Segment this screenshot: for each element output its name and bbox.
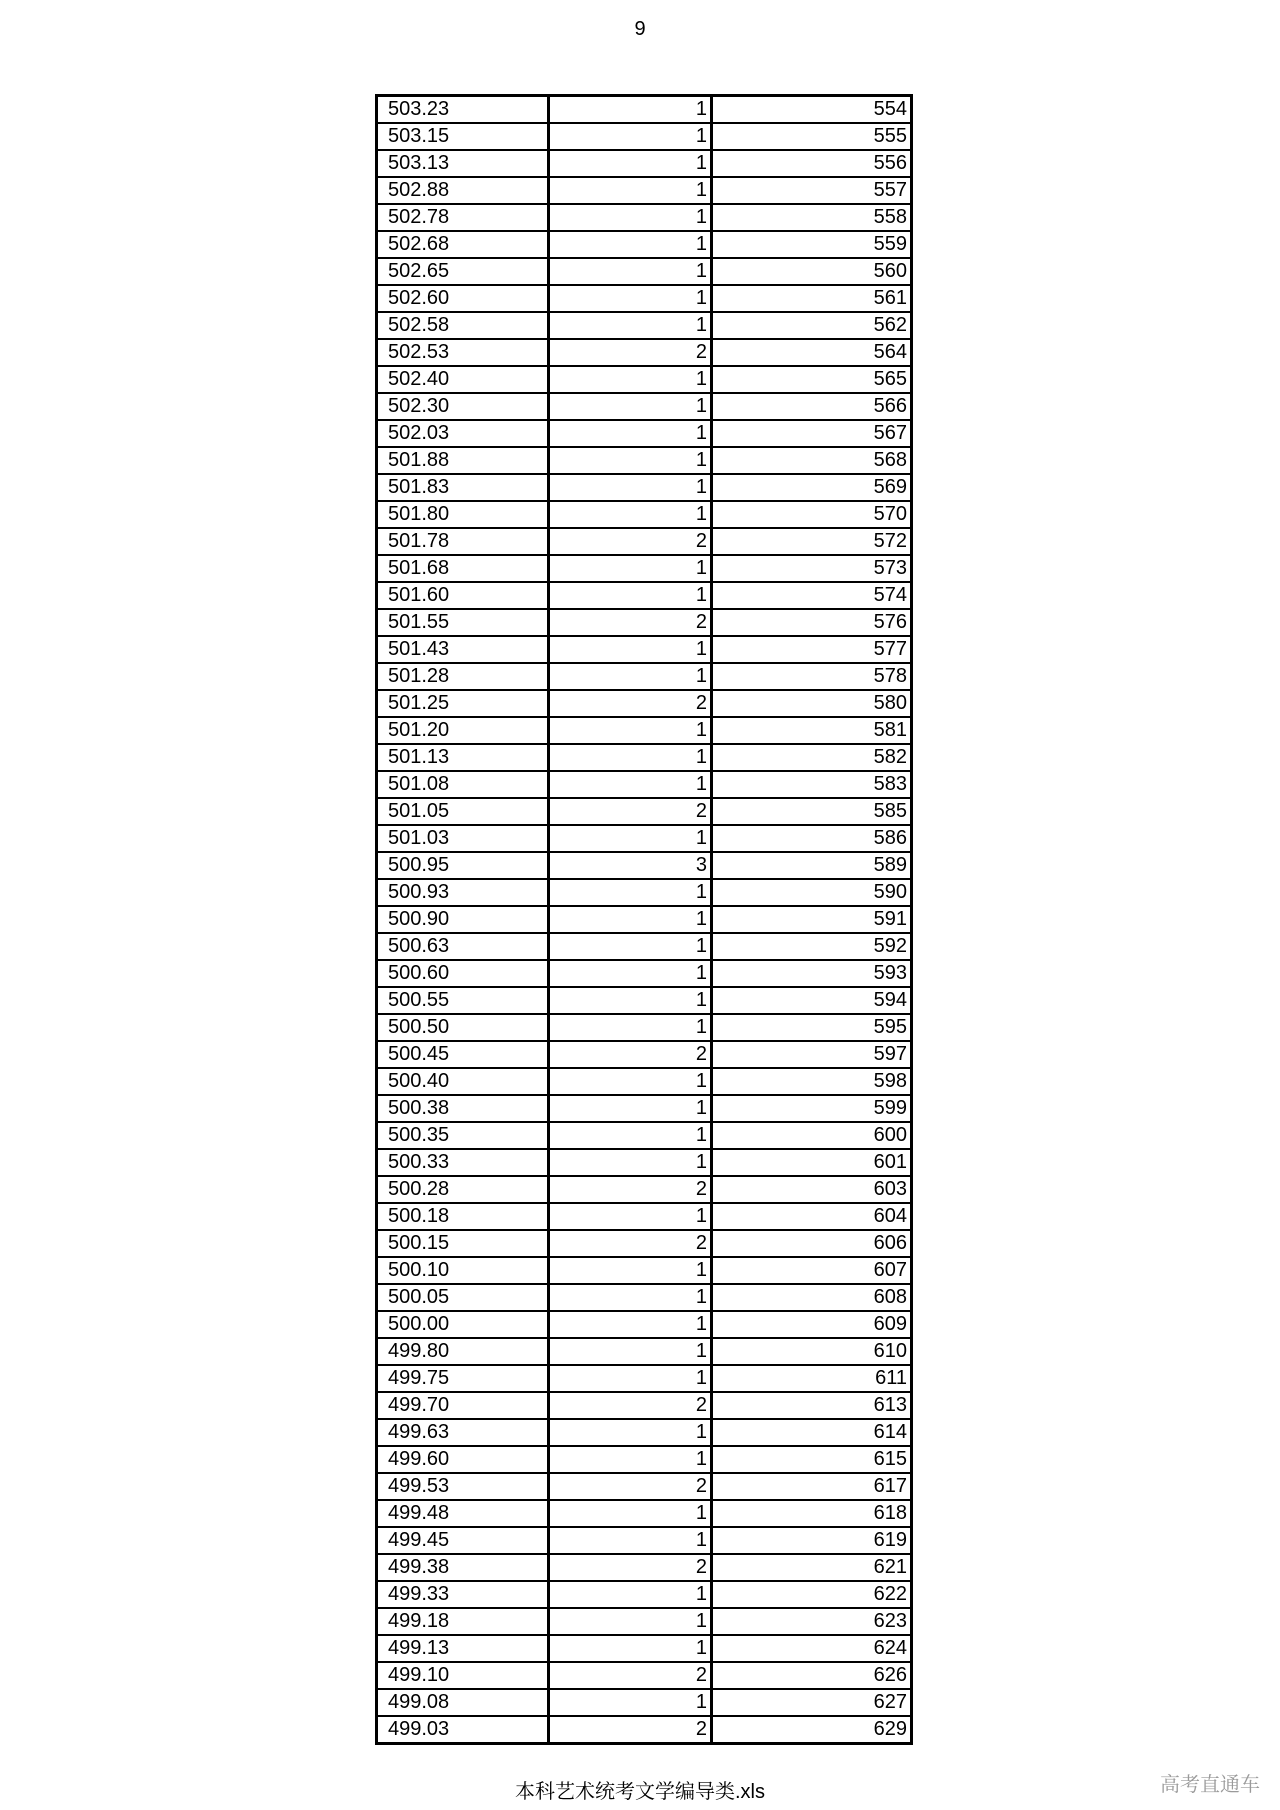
table-row: [377, 825, 912, 852]
table-row: [377, 1176, 912, 1203]
table-row: [377, 96, 912, 124]
table-row: [377, 150, 912, 177]
score-distribution-table: [375, 94, 913, 1745]
cumulative-cell: 601: [712, 1149, 912, 1176]
score-cell: 500.35: [377, 1122, 549, 1149]
table-row: [377, 501, 912, 528]
score-cell: 499.13: [377, 1635, 549, 1662]
count-cell: 1: [549, 1203, 712, 1230]
table-row: [377, 1149, 912, 1176]
score-cell: 503.23: [377, 96, 549, 124]
table-row: [377, 879, 912, 906]
count-cell: 1: [549, 1284, 712, 1311]
count-cell: 1: [549, 1446, 712, 1473]
count-cell: 1: [549, 501, 712, 528]
cumulative-cell: 573: [712, 555, 912, 582]
cumulative-cell: 621: [712, 1554, 912, 1581]
cumulative-cell: 597: [712, 1041, 912, 1068]
score-cell: 502.60: [377, 285, 549, 312]
cumulative-cell: 561: [712, 285, 912, 312]
table-row: [377, 231, 912, 258]
score-cell: 499.75: [377, 1365, 549, 1392]
table-row: [377, 285, 912, 312]
score-cell: 500.28: [377, 1176, 549, 1203]
score-cell: 499.38: [377, 1554, 549, 1581]
cumulative-cell: 559: [712, 231, 912, 258]
cumulative-cell: 611: [712, 1365, 912, 1392]
cumulative-cell: 595: [712, 1014, 912, 1041]
count-cell: 2: [549, 528, 712, 555]
score-cell: 501.83: [377, 474, 549, 501]
table-row: [377, 1716, 912, 1744]
table-row: [377, 717, 912, 744]
count-cell: 1: [549, 1311, 712, 1338]
cumulative-cell: 598: [712, 1068, 912, 1095]
count-cell: 2: [549, 339, 712, 366]
table-row: [377, 1392, 912, 1419]
table-row: [377, 258, 912, 285]
count-cell: 1: [549, 879, 712, 906]
table-row: [377, 771, 912, 798]
table-row: [377, 582, 912, 609]
cumulative-cell: 593: [712, 960, 912, 987]
score-cell: 500.38: [377, 1095, 549, 1122]
table-row: [377, 339, 912, 366]
score-cell: 501.68: [377, 555, 549, 582]
count-cell: 2: [549, 1392, 712, 1419]
score-cell: 500.18: [377, 1203, 549, 1230]
score-cell: 499.03: [377, 1716, 549, 1744]
count-cell: 1: [549, 96, 712, 124]
count-cell: 1: [549, 1122, 712, 1149]
table-row: [377, 1527, 912, 1554]
score-cell: 500.90: [377, 906, 549, 933]
score-cell: 500.10: [377, 1257, 549, 1284]
count-cell: 1: [549, 744, 712, 771]
count-cell: 1: [549, 1149, 712, 1176]
score-cell: 503.13: [377, 150, 549, 177]
count-cell: 2: [549, 1473, 712, 1500]
table-row: [377, 690, 912, 717]
cumulative-cell: 622: [712, 1581, 912, 1608]
table-row: [377, 798, 912, 825]
table-row: [377, 609, 912, 636]
count-cell: 1: [549, 1608, 712, 1635]
count-cell: 1: [549, 1581, 712, 1608]
cumulative-cell: 607: [712, 1257, 912, 1284]
cumulative-cell: 556: [712, 150, 912, 177]
count-cell: 1: [549, 636, 712, 663]
score-cell: 502.30: [377, 393, 549, 420]
score-cell: 501.05: [377, 798, 549, 825]
count-cell: 2: [549, 798, 712, 825]
table-row: [377, 1446, 912, 1473]
score-cell: 501.20: [377, 717, 549, 744]
score-cell: 500.63: [377, 933, 549, 960]
table-row: [377, 420, 912, 447]
table-body: [377, 96, 912, 1744]
table-row: [377, 1608, 912, 1635]
cumulative-cell: 578: [712, 663, 912, 690]
count-cell: 1: [549, 987, 712, 1014]
table-row: [377, 1041, 912, 1068]
table-row: [377, 1068, 912, 1095]
cumulative-cell: 572: [712, 528, 912, 555]
count-cell: 1: [549, 285, 712, 312]
count-cell: 2: [549, 1041, 712, 1068]
score-cell: 501.25: [377, 690, 549, 717]
count-cell: 1: [549, 933, 712, 960]
table-row: [377, 123, 912, 150]
score-cell: 500.00: [377, 1311, 549, 1338]
count-cell: 2: [549, 1554, 712, 1581]
cumulative-cell: 560: [712, 258, 912, 285]
score-cell: 502.53: [377, 339, 549, 366]
cumulative-cell: 580: [712, 690, 912, 717]
score-cell: 499.45: [377, 1527, 549, 1554]
cumulative-cell: 569: [712, 474, 912, 501]
cumulative-cell: 581: [712, 717, 912, 744]
table-row: [377, 447, 912, 474]
score-cell: 500.60: [377, 960, 549, 987]
cumulative-cell: 586: [712, 825, 912, 852]
cumulative-cell: 583: [712, 771, 912, 798]
score-cell: 501.43: [377, 636, 549, 663]
cumulative-cell: 615: [712, 1446, 912, 1473]
score-cell: 499.18: [377, 1608, 549, 1635]
cumulative-cell: 594: [712, 987, 912, 1014]
score-cell: 501.28: [377, 663, 549, 690]
score-cell: 502.58: [377, 312, 549, 339]
count-cell: 1: [549, 123, 712, 150]
count-cell: 2: [549, 1230, 712, 1257]
cumulative-cell: 574: [712, 582, 912, 609]
cumulative-cell: 557: [712, 177, 912, 204]
table-row: [377, 1554, 912, 1581]
table-row: [377, 1365, 912, 1392]
count-cell: 1: [549, 1338, 712, 1365]
table-row: [377, 960, 912, 987]
cumulative-cell: 582: [712, 744, 912, 771]
count-cell: 1: [549, 420, 712, 447]
count-cell: 1: [549, 825, 712, 852]
score-cell: 503.15: [377, 123, 549, 150]
score-cell: 499.48: [377, 1500, 549, 1527]
page-number: 9: [634, 18, 646, 40]
count-cell: 1: [549, 663, 712, 690]
count-cell: 1: [549, 393, 712, 420]
watermark: 高考直通车: [1160, 1774, 1260, 1796]
count-cell: 1: [549, 366, 712, 393]
cumulative-cell: 565: [712, 366, 912, 393]
cumulative-cell: 619: [712, 1527, 912, 1554]
table-row: [377, 474, 912, 501]
cumulative-cell: 599: [712, 1095, 912, 1122]
table-row: [377, 1500, 912, 1527]
table-row: [377, 312, 912, 339]
count-cell: 1: [549, 258, 712, 285]
score-cell: 501.78: [377, 528, 549, 555]
cumulative-cell: 617: [712, 1473, 912, 1500]
table-row: [377, 1473, 912, 1500]
cumulative-cell: 626: [712, 1662, 912, 1689]
count-cell: 1: [549, 1257, 712, 1284]
count-cell: 1: [549, 177, 712, 204]
score-cell: 499.80: [377, 1338, 549, 1365]
count-cell: 1: [549, 555, 712, 582]
cumulative-cell: 604: [712, 1203, 912, 1230]
score-cell: 501.80: [377, 501, 549, 528]
table-row: [377, 1095, 912, 1122]
count-cell: 1: [549, 771, 712, 798]
cumulative-cell: 576: [712, 609, 912, 636]
score-cell: 499.60: [377, 1446, 549, 1473]
table-row: [377, 1014, 912, 1041]
count-cell: 1: [549, 312, 712, 339]
cumulative-cell: 613: [712, 1392, 912, 1419]
score-cell: 502.65: [377, 258, 549, 285]
count-cell: 1: [549, 1095, 712, 1122]
cumulative-cell: 567: [712, 420, 912, 447]
count-cell: 2: [549, 609, 712, 636]
cumulative-cell: 589: [712, 852, 912, 879]
cumulative-cell: 555: [712, 123, 912, 150]
score-cell: 500.55: [377, 987, 549, 1014]
score-cell: 500.50: [377, 1014, 549, 1041]
cumulative-cell: 590: [712, 879, 912, 906]
table-row: [377, 555, 912, 582]
table-row: [377, 1419, 912, 1446]
table-row: [377, 933, 912, 960]
score-cell: 501.13: [377, 744, 549, 771]
cumulative-cell: 610: [712, 1338, 912, 1365]
cumulative-cell: 554: [712, 96, 912, 124]
score-cell: 501.03: [377, 825, 549, 852]
count-cell: 2: [549, 1662, 712, 1689]
count-cell: 2: [549, 1176, 712, 1203]
count-cell: 1: [549, 1419, 712, 1446]
table-row: [377, 1662, 912, 1689]
score-cell: 500.15: [377, 1230, 549, 1257]
cumulative-cell: 600: [712, 1122, 912, 1149]
cumulative-cell: 570: [712, 501, 912, 528]
cumulative-cell: 606: [712, 1230, 912, 1257]
score-cell: 502.88: [377, 177, 549, 204]
cumulative-cell: 629: [873, 1718, 907, 1740]
count-cell: 1: [549, 474, 712, 501]
count-cell: 1: [549, 204, 712, 231]
table-row: [377, 1122, 912, 1149]
table-row: [377, 528, 912, 555]
cumulative-cell: 577: [712, 636, 912, 663]
cumulative-cell: 603: [712, 1176, 912, 1203]
footer-filename: 本科艺术统考文学编导类.xls: [515, 1781, 765, 1803]
count-cell: 1: [549, 960, 712, 987]
score-cell: 499.08: [377, 1689, 549, 1716]
table-row: [377, 1635, 912, 1662]
count-cell: 1: [549, 1527, 712, 1554]
score-cell: 499.10: [377, 1662, 549, 1689]
table-row: [377, 1257, 912, 1284]
count-cell: 1: [549, 1365, 712, 1392]
table-row: [377, 663, 912, 690]
table-row: [377, 393, 912, 420]
score-cell: 500.40: [377, 1068, 549, 1095]
table-row: [377, 204, 912, 231]
table-row: [377, 1338, 912, 1365]
table-row: [377, 1689, 912, 1716]
count-cell: 1: [549, 1014, 712, 1041]
score-cell: 501.55: [377, 609, 549, 636]
score-cell: 501.60: [377, 582, 549, 609]
cumulative-cell: 614: [712, 1419, 912, 1446]
count-cell: 1: [549, 1689, 712, 1716]
cumulative-cell: 627: [712, 1689, 912, 1716]
score-cell: 502.03: [377, 420, 549, 447]
table-row: [377, 1203, 912, 1230]
table-row: [377, 636, 912, 663]
score-cell: 500.93: [377, 879, 549, 906]
score-cell: 500.95: [377, 852, 549, 879]
score-cell: 502.68: [377, 231, 549, 258]
cumulative-cell: 564: [712, 339, 912, 366]
count-cell: 2: [549, 1716, 712, 1744]
table-row: [377, 1311, 912, 1338]
table-row: [377, 744, 912, 771]
score-cell: 499.33: [377, 1581, 549, 1608]
score-cell: 500.45: [377, 1041, 549, 1068]
count-cell: 1: [549, 1068, 712, 1095]
count-cell: 1: [549, 447, 712, 474]
table-row: [377, 1284, 912, 1311]
score-cell: 499.70: [377, 1392, 549, 1419]
table-row: [377, 1230, 912, 1257]
score-cell: 499.53: [377, 1473, 549, 1500]
cumulative-cell: 562: [712, 312, 912, 339]
count-cell: 1: [549, 150, 712, 177]
cumulative-cell: 624: [712, 1635, 912, 1662]
table-row: [377, 366, 912, 393]
cumulative-cell: 558: [712, 204, 912, 231]
count-cell: 3: [549, 852, 712, 879]
cumulative-cell: 591: [712, 906, 912, 933]
score-cell: 501.08: [377, 771, 549, 798]
count-cell: 1: [549, 582, 712, 609]
count-cell: 1: [549, 1635, 712, 1662]
table-row: [377, 1581, 912, 1608]
cumulative-cell: 592: [712, 933, 912, 960]
cumulative-cell: 608: [712, 1284, 912, 1311]
cumulative-cell: 568: [712, 447, 912, 474]
count-cell: 1: [549, 1500, 712, 1527]
score-cell: 502.78: [377, 204, 549, 231]
table-row: [377, 987, 912, 1014]
cumulative-cell: 566: [712, 393, 912, 420]
score-cell: 500.33: [377, 1149, 549, 1176]
cumulative-cell: 618: [712, 1500, 912, 1527]
table-row: [377, 906, 912, 933]
count-cell: 1: [549, 231, 712, 258]
cumulative-cell: 609: [712, 1311, 912, 1338]
count-cell: 1: [549, 717, 712, 744]
score-cell: 501.88: [377, 447, 549, 474]
score-cell: 502.40: [377, 366, 549, 393]
count-cell: 2: [549, 690, 712, 717]
table-row: [377, 852, 912, 879]
score-cell: 499.63: [377, 1419, 549, 1446]
count-cell: 1: [549, 906, 712, 933]
cumulative-cell: 623: [712, 1608, 912, 1635]
score-cell: 500.05: [377, 1284, 549, 1311]
cumulative-cell: 585: [712, 798, 912, 825]
table-row: [377, 177, 912, 204]
